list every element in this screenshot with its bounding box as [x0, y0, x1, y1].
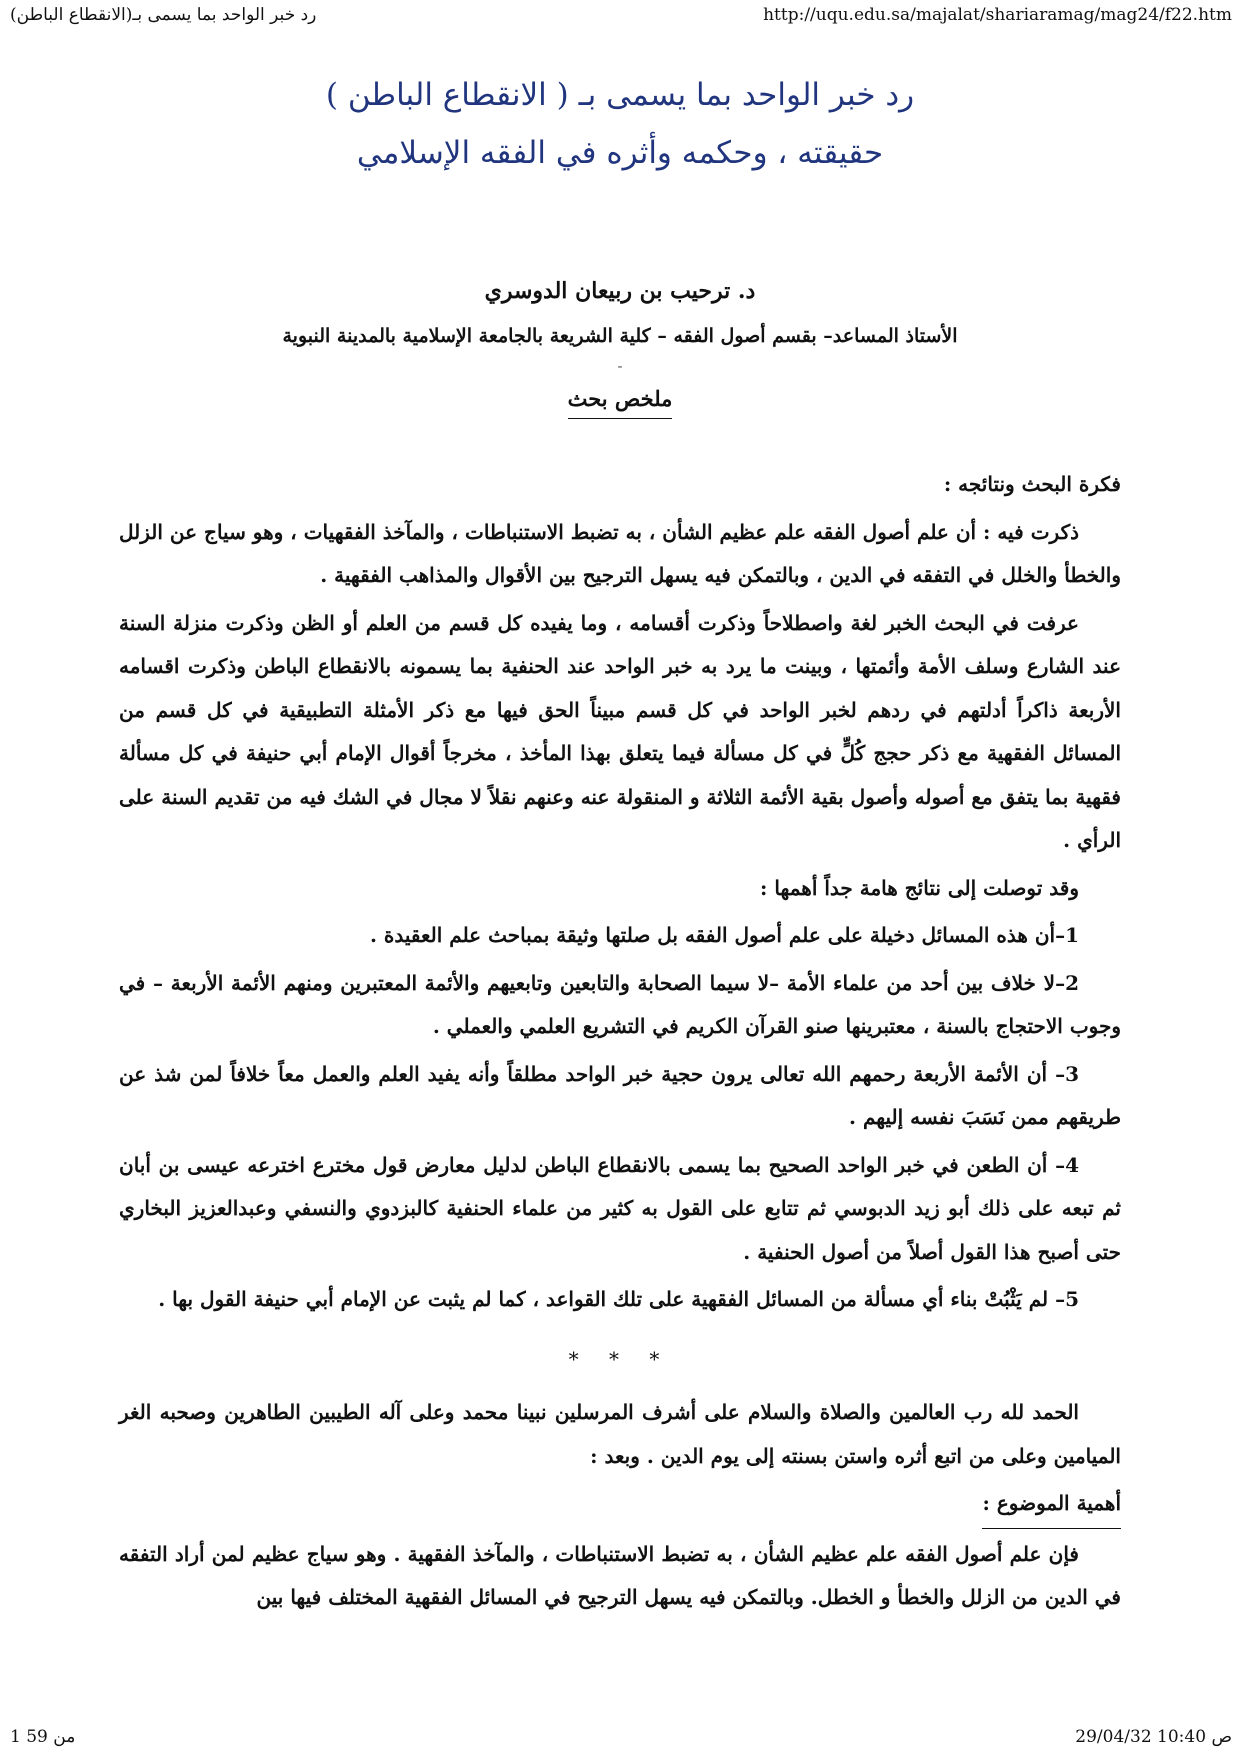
result-item-3: 3– أن الأئمة الأربعة رحمهم الله تعالى يرون حجية خبر الواحد مطلقاً وأنه يفيد العلم والعمل معاً خلافاً لمن شذ عن طريقهم ممن نَسَبَ نفسه إليهم .: [119, 1061, 1121, 1129]
author-affiliation: الأستاذ المساعد– بقسم أصول الفقه – كلية الشريعة بالجامعة الإسلامية بالمدينة النبوية: [282, 325, 958, 347]
author-name: د. ترحيب بن ربيعان الدوسري: [484, 278, 756, 304]
importance-heading: أهمية الموضوع :: [982, 1482, 1121, 1529]
results-intro: وقد توصلت إلى نتائج هامة جداً أهمها :: [760, 875, 1079, 900]
header-document-title: (رد خبر الواحد بما يسمى بـ(الانقطاع الباطن: [10, 5, 317, 25]
paragraph-summary-1: ذكرت فيه : أن علم أصول الفقه علم عظيم الشأن ، به تضبط الاستنباطات ، والمآخذ الفقهيات ، وهو سياج عن الزلل والخطأ والخلل في التفقه في الدين ، وبالتمكن فيه يسهل الترجيح بين الأقوال والمذاهب الفقهية .: [119, 519, 1121, 587]
section-separator-stars: * * *: [568, 1346, 672, 1371]
result-item-4: 4– أن الطعن في خبر الواحد الصحيح بما يسمى بالانقطاع الباطن لدليل معارض قول مخترع اخترعه عيسى بن أبان ثم تبعه على ذلك أبو زيد الدبوسي ثم تتابع على القول به كثير من علماء الحنفية كالبزدوي والنسفي وعبدالعزيز البخاري حتى أصبح هذا القول أصلاً من أصول الحنفية .: [119, 1152, 1121, 1264]
print-footer: [10, 1726, 1232, 1748]
result-item-2: 2–لا خلاف بين أحد من علماء الأمة –لا سيما الصحابة والتابعين وتابعيهم والأئمة المعتبرين ومنهم الأئمة الأربعة – في وجوب الاحتجاج بالسنة ، معتبرينها صنو القرآن الكريم في التشريع العلمي والعملي .: [119, 970, 1121, 1038]
paragraph-importance-1: فإن علم أصول الفقه علم عظيم الشأن ، به تضبط الاستنباطات ، والمآخذ الفقهية . وهو سياج عظيم لمن أراد التفقه في الدين من الزلل والخطأ و الخطل. وبالتمكن فيه يسهل الترجيح في المسائل الفقهية المختلف فيها بين: [119, 1541, 1121, 1609]
article-title-line1: رد خبر الواحد بما يسمى بـ ( الانقطاع الباطن ): [325, 77, 915, 113]
article-title-line2: حقيقته ، وحكمه وأثره في الفقه الإسلامي: [356, 135, 884, 171]
idea-heading: فكرة البحث ونتائجه :: [943, 472, 1121, 496]
paragraph-hamd: الحمد لله رب العالمين والصلاة والسلام على أشرف المرسلين نبينا محمد وعلى آله الطيبين الطاهرين وصحبه الغر الميامين وعلى من اتبع أثره واستن بسنته إلى يوم الدين . وبعد :: [119, 1400, 1121, 1468]
result-item-1: 1–أن هذه المسائل دخيلة على علم أصول الفقه بل صلتها وثيقة بمباحث علم العقيدة .: [369, 923, 1079, 947]
article-text: [119, 463, 1121, 1620]
importance-heading-row: [119, 1482, 1121, 1529]
article-title: [119, 66, 1121, 182]
result-item-5: 5– لم يَثْبُتْ بناء أي مسألة من المسائل الفقهية على تلك القواعد ، كما لم يثبت عن الإمام أبي حنيفة القول بها .: [158, 1287, 1079, 1311]
decorative-dash: -: [617, 357, 623, 375]
summary-heading: ملخص بحث: [568, 382, 673, 419]
footer-page-indicator: 1 من 59: [10, 1727, 76, 1747]
summary-heading-row: [119, 382, 1121, 419]
print-header: [10, 4, 1232, 26]
paragraph-summary-2: عرفت في البحث الخبر لغة واصطلاحاً وذكرت أقسامه ، وما يفيده كل قسم من العلم أو الظن وذكرت منزلة السنة عند الشارع وسلف الأمة وأئمتها ، وبينت ما يرد به خبر الواحد عند الحنفية بما يسمونه بالانقطاع الباطن وذكرت اقسامه الأربعة ذاكراً أدلتهم في ردهم لخبر الواحد في كل قسم مبيناً الحق فيها مع ذكر الأمثلة التطبيقية في كل قسم من المسائل الفقهية مع ذكر حجج كُلٍّ في كل مسألة فيما يتعلق بهذا المأخذ ، مخرجاً أقوال الإمام أبي حنيفة في كل مسألة فقهية بما يتفق مع أصوله وأصول بقية الأئمة الثلاثة و المنقولة عنه وعنهم نقلاً لا مجال في الشك فيه من تقديم السنة على الرأي .: [119, 610, 1121, 852]
footer-timestamp: 29/04/32 10:40 ص: [1075, 1727, 1232, 1747]
article-body: [119, 66, 1121, 1620]
header-url: http://uqu.edu.sa/majalat/shariaramag/mag24/f22.htm: [763, 5, 1232, 25]
